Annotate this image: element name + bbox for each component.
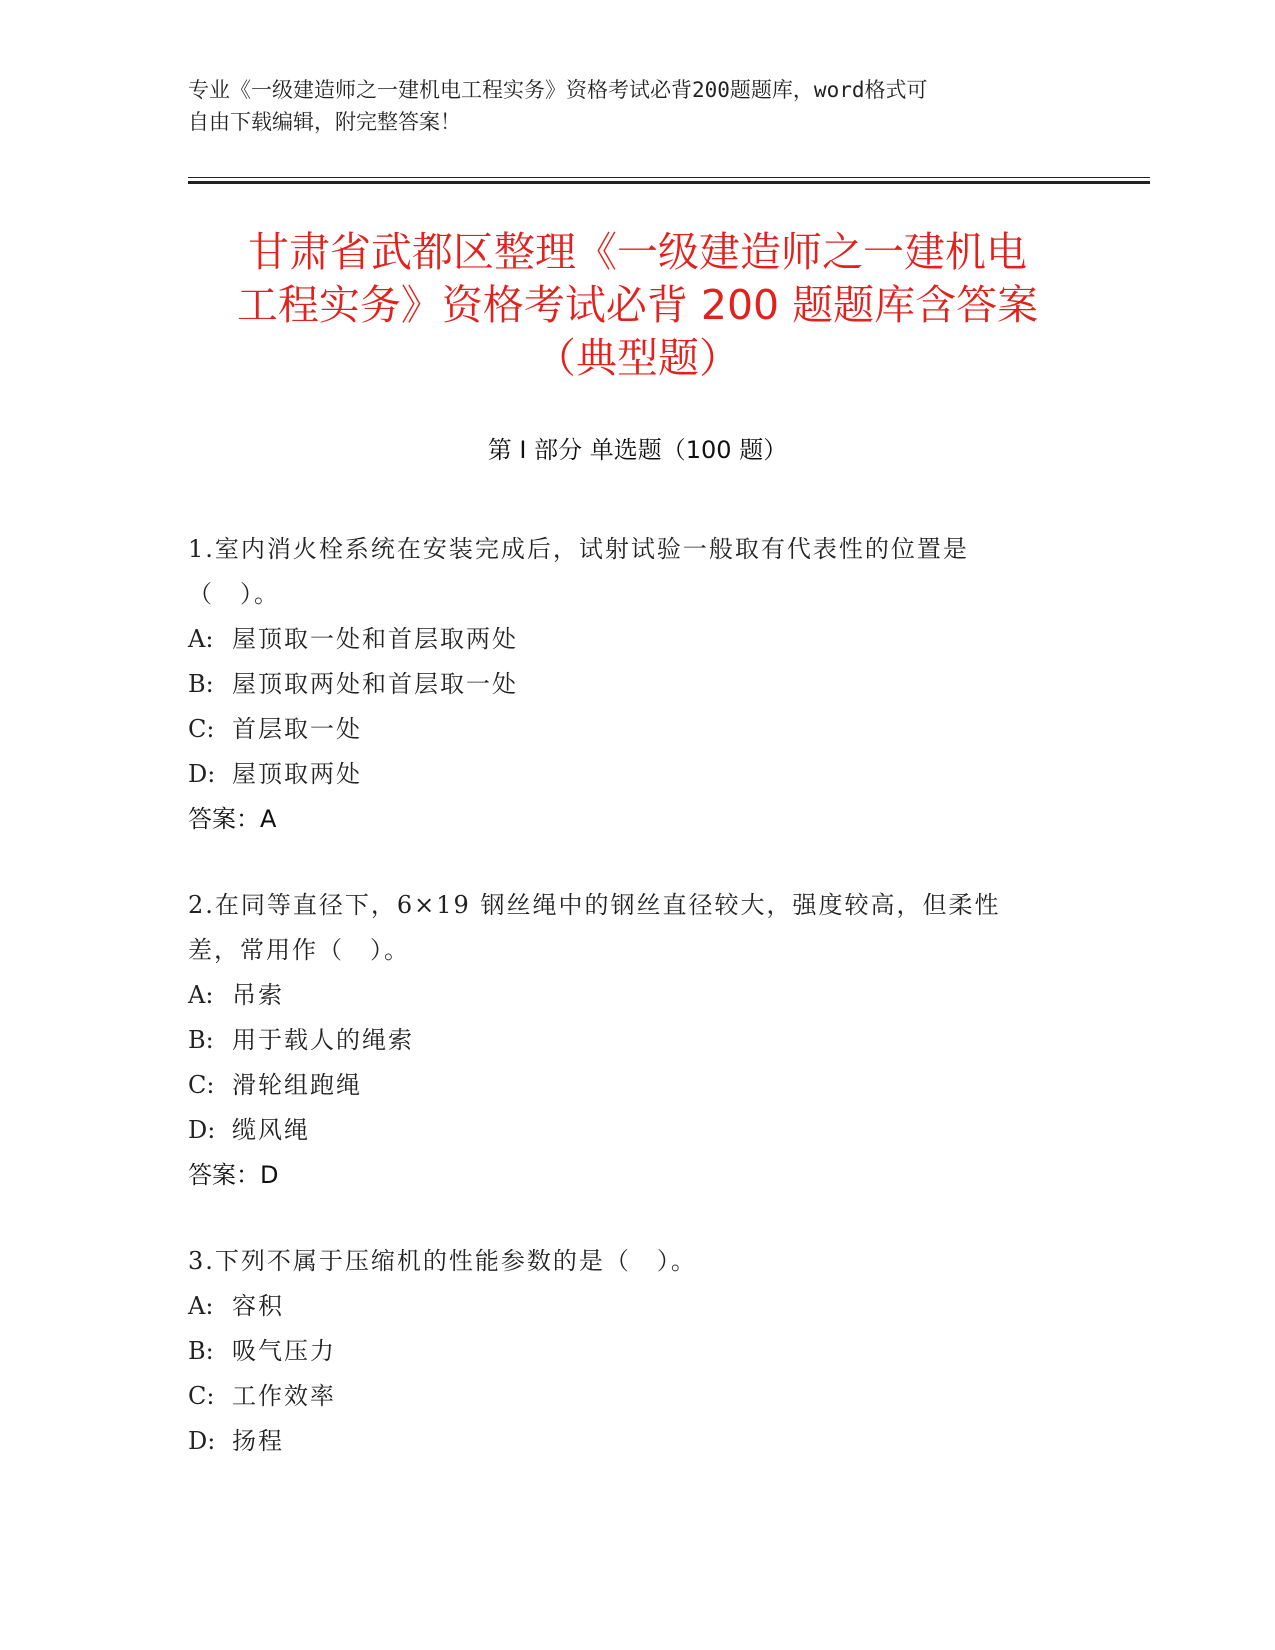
document-title-line-3: （典型题）	[535, 334, 740, 382]
option-d	[188, 1108, 1088, 1153]
option-letter: C:	[188, 1382, 215, 1410]
header-note	[188, 74, 1068, 138]
header-note-line-1: 专业《一级建造师之一建机电工程实务》资格考试必背200题题库，word格式可	[188, 78, 928, 102]
option-c	[188, 1063, 1088, 1108]
question-3	[188, 1239, 1088, 1464]
document-title-line-1: 甘肃省武都区整理《一级建造师之一建机电	[248, 228, 1027, 276]
option-text: 缆风绳	[232, 1116, 310, 1144]
option-text: 吊索	[232, 981, 284, 1009]
option-text: 容积	[232, 1292, 284, 1320]
question-stem-line: 2.在同等直径下，6×19 钢丝绳中的钢丝直径较大，强度较高，但柔性	[188, 891, 1001, 919]
question-list	[188, 527, 1088, 1505]
option-text: 屋顶取两处	[232, 760, 362, 788]
option-b	[188, 1329, 1088, 1374]
option-text: 工作效率	[232, 1382, 336, 1410]
question-stem-line: 3.下列不属于压缩机的性能参数的是（ ）。	[188, 1247, 697, 1275]
option-text: 用于载人的绳索	[232, 1026, 414, 1054]
option-text: 首层取一处	[232, 715, 362, 743]
option-d	[188, 1419, 1088, 1464]
option-letter: B:	[188, 1026, 214, 1054]
option-letter: A:	[188, 1292, 214, 1320]
question-stem-line: （ ）。	[188, 580, 280, 608]
option-d	[188, 752, 1088, 797]
option-text: 扬程	[232, 1427, 284, 1455]
question-1	[188, 527, 1088, 842]
option-letter: D:	[188, 1427, 216, 1455]
option-text: 屋顶取两处和首层取一处	[232, 670, 518, 698]
option-letter: D:	[188, 1116, 216, 1144]
option-letter: B:	[188, 1337, 214, 1365]
document-title	[150, 226, 1125, 385]
answer-line: 答案：D	[188, 1161, 279, 1189]
header-divider-thick	[188, 181, 1150, 184]
question-2	[188, 883, 1088, 1198]
option-text: 滑轮组跑绳	[232, 1071, 362, 1099]
option-letter: D:	[188, 760, 216, 788]
option-letter: B:	[188, 670, 214, 698]
option-a	[188, 617, 1088, 662]
option-c	[188, 1374, 1088, 1419]
option-text: 吸气压力	[232, 1337, 336, 1365]
answer-line: 答案：A	[188, 805, 277, 833]
option-a	[188, 1284, 1088, 1329]
option-text: 屋顶取一处和首层取两处	[232, 625, 518, 653]
question-stem-line: 差，常用作（ ）。	[188, 936, 410, 964]
option-letter: A:	[188, 625, 214, 653]
option-b	[188, 662, 1088, 707]
header-note-line-2: 自由下载编辑，附完整答案！	[188, 110, 461, 134]
option-b	[188, 1018, 1088, 1063]
section-heading: 第 I 部分 单选题（100 题）	[487, 436, 788, 464]
option-letter: C:	[188, 715, 215, 743]
option-a	[188, 973, 1088, 1018]
option-letter: C:	[188, 1071, 215, 1099]
option-letter: A:	[188, 981, 214, 1009]
option-c	[188, 707, 1088, 752]
question-stem-line: 1.室内消火栓系统在安装完成后，试射试验一般取有代表性的位置是	[188, 535, 969, 563]
document-title-line-2: 工程实务》资格考试必背 200 题题库含答案	[236, 281, 1039, 329]
header-divider-thin	[188, 177, 1150, 178]
